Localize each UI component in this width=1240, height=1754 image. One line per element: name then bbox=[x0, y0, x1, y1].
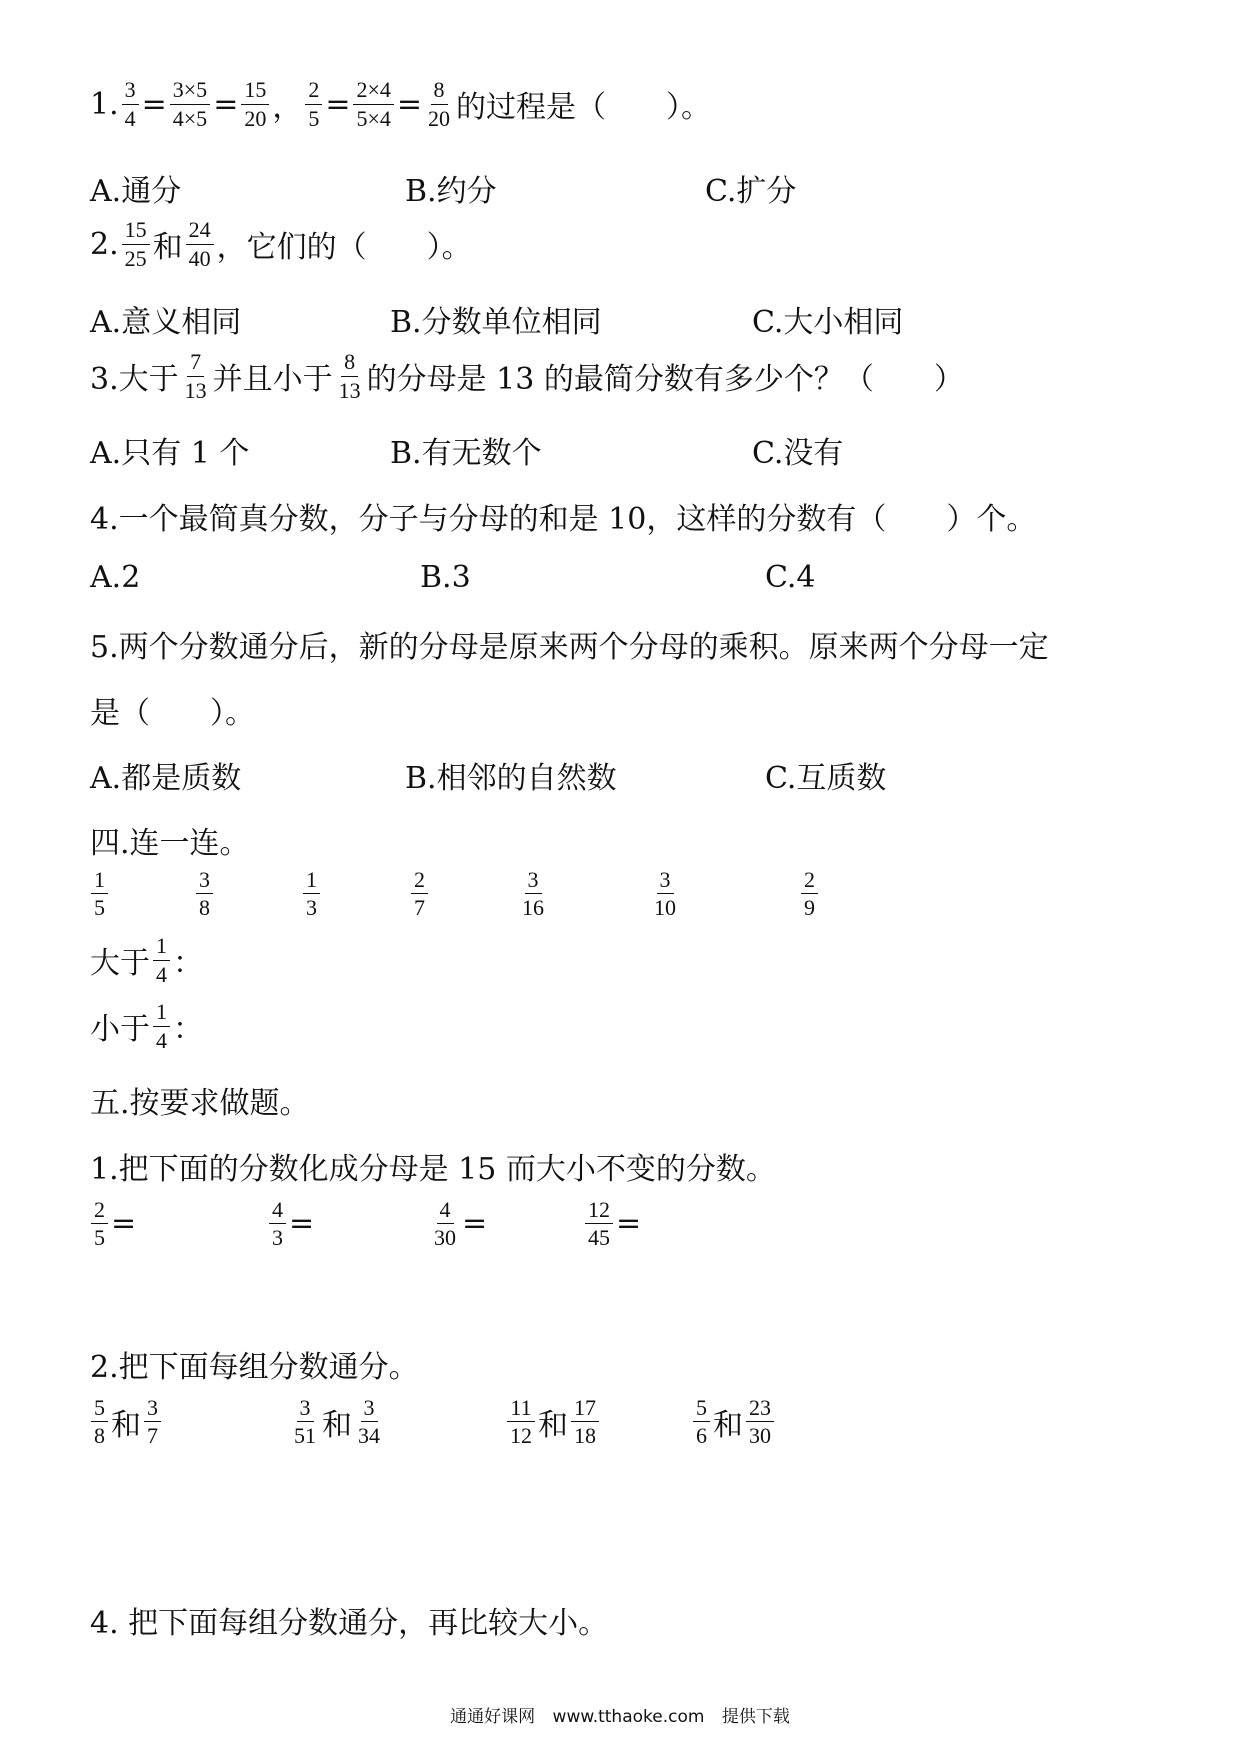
q5-option-a: A.都是质数 bbox=[90, 761, 242, 796]
match-fraction: $\frac{3}{16}$ bbox=[522, 867, 544, 921]
ref-fraction: $\frac{1}{4}$ bbox=[153, 1000, 170, 1051]
q3-option-a: A.只有 1 个 bbox=[90, 436, 250, 471]
convert-item: $\frac{4}{30}$ = bbox=[434, 1197, 488, 1251]
match-fraction: $\frac{3}{10}$ bbox=[654, 867, 676, 921]
convert-item: $\frac{2}{5}$ = bbox=[88, 1198, 136, 1249]
section-5-part-2: 2.把下面每组分数通分。 bbox=[90, 1350, 419, 1385]
q4-option-c: C.4 bbox=[765, 560, 816, 595]
section-5-part-1: 1.把下面的分数化成分母是 15 而大小不变的分数。 bbox=[90, 1152, 776, 1187]
q3-option-b: B.有无数个 bbox=[390, 436, 542, 471]
q3-mid: 并且小于 bbox=[212, 362, 333, 397]
q1-frac-b: $\frac{3\times 5}{4\times 5}$ bbox=[170, 78, 210, 129]
less-than-row: 小于 $\frac{1}{4}$ ： bbox=[90, 999, 203, 1053]
q5-option-b: B.相邻的自然数 bbox=[405, 761, 617, 796]
fraction-pair: $\frac{3}{51}$ 和 $\frac{3}{34}$ bbox=[294, 1395, 380, 1449]
fraction-pair: $\frac{5}{8}$ 和 $\frac{3}{7}$ bbox=[88, 1396, 164, 1447]
footer-site: 通通好课网 bbox=[450, 1707, 536, 1727]
question-1 bbox=[90, 74, 711, 134]
q2-suffix: ，它们的（ ）。 bbox=[216, 230, 472, 265]
q1-suffix: 的过程是（ ）。 bbox=[456, 90, 712, 125]
equals-sign: = bbox=[213, 86, 239, 122]
comma: ， bbox=[272, 90, 303, 125]
fraction-pair: $\frac{5}{6}$ 和 $\frac{23}{30}$ bbox=[690, 1396, 777, 1447]
q5-option-c: C.互质数 bbox=[765, 761, 887, 796]
q1-option-a: A.通分 bbox=[90, 174, 182, 209]
q1-frac-e: $\frac{2\times 4}{5\times 4}$ bbox=[353, 78, 393, 129]
q2-and: 和 bbox=[152, 230, 183, 265]
q2-frac-b: $\frac{24}{40}$ bbox=[186, 218, 214, 269]
convert-item: $\frac{4}{3}$ = bbox=[266, 1198, 314, 1249]
q3-frac-a: $\frac{7}{13}$ bbox=[184, 349, 207, 403]
q3-option-c: C.没有 bbox=[752, 436, 844, 471]
fraction-pair: $\frac{11}{12}$ 和 $\frac{17}{18}$ bbox=[504, 1396, 602, 1447]
q1-option-b: B.约分 bbox=[405, 174, 497, 209]
question-3 bbox=[90, 346, 964, 406]
q1-frac-d: $\frac{2}{5}$ bbox=[305, 78, 322, 129]
question-2 bbox=[90, 214, 472, 274]
section-4-title: 四.连一连。 bbox=[90, 826, 250, 861]
question-5-line1: 5.两个分数通分后，新的分母是原来两个分母的乘积。原来两个分母一定 bbox=[90, 630, 1049, 665]
footer-tail: 提供下载 bbox=[721, 1707, 790, 1727]
q3-suffix: 的分母是 13 的最简分数有多少个？（ ） bbox=[366, 362, 964, 397]
match-fraction: $\frac{2}{7}$ bbox=[408, 868, 431, 919]
greater-than-row: 大于 $\frac{1}{4}$ ： bbox=[90, 933, 203, 987]
q2-option-a: A.意义相同 bbox=[90, 305, 242, 340]
q3-frac-b: $\frac{8}{13}$ bbox=[338, 349, 361, 403]
q2-option-b: B.分数单位相同 bbox=[390, 305, 602, 340]
q2-prefix: 2. bbox=[90, 226, 119, 262]
section-5-title: 五.按要求做题。 bbox=[90, 1086, 310, 1121]
section-5-part-4: 4. 把下面每组分数通分，再比较大小。 bbox=[90, 1606, 609, 1641]
footer-url[interactable]: www.tthaoke.com bbox=[552, 1707, 705, 1727]
q1-prefix: 1. bbox=[90, 86, 119, 122]
q4-option-a: A.2 bbox=[90, 560, 141, 595]
q4-option-b: B.3 bbox=[420, 560, 471, 595]
equals-sign: = bbox=[325, 86, 351, 122]
q1-frac-f: $\frac{8}{20}$ bbox=[428, 77, 451, 131]
q2-frac-a: $\frac{15}{25}$ bbox=[122, 218, 150, 269]
page-footer bbox=[0, 1702, 1240, 1727]
match-fraction: $\frac{2}{9}$ bbox=[798, 868, 821, 919]
q2-option-c: C.大小相同 bbox=[752, 305, 904, 340]
match-fraction: $\frac{3}{8}$ bbox=[193, 868, 216, 919]
match-fraction: $\frac{1}{3}$ bbox=[300, 868, 323, 919]
ref-fraction: $\frac{1}{4}$ bbox=[153, 934, 170, 985]
question-5-line2: 是（ ）。 bbox=[90, 696, 255, 731]
q1-frac-c: $\frac{15}{20}$ bbox=[241, 78, 269, 129]
q1-option-c: C.扩分 bbox=[705, 174, 797, 209]
equals-sign: = bbox=[141, 86, 167, 122]
question-4: 4.一个最简真分数，分子与分母的和是 10，这样的分数有（ ）个。 bbox=[90, 502, 1037, 537]
match-fraction: $\frac{1}{5}$ bbox=[88, 868, 111, 919]
convert-item: $\frac{12}{45}$ = bbox=[582, 1198, 641, 1249]
equals-sign: = bbox=[396, 86, 423, 122]
q3-prefix: 3.大于 bbox=[90, 362, 179, 397]
q1-frac-a: $\frac{3}{4}$ bbox=[122, 78, 139, 129]
